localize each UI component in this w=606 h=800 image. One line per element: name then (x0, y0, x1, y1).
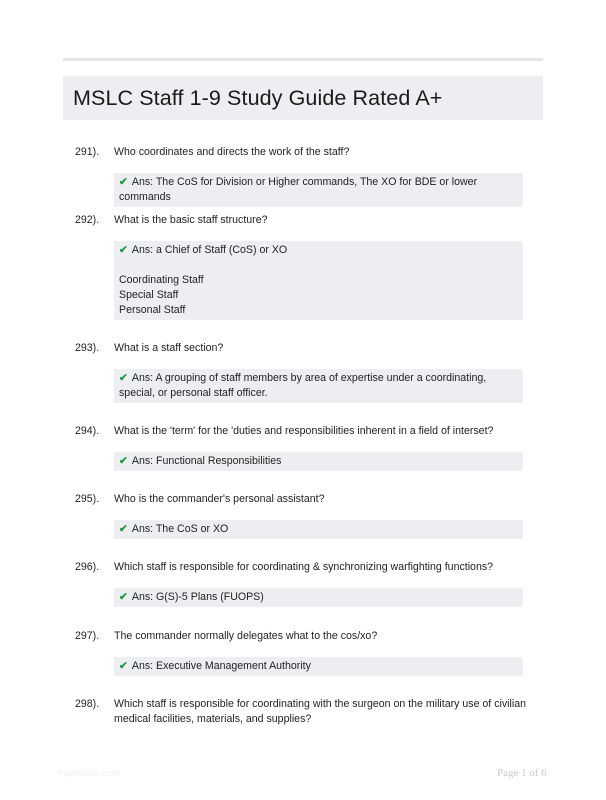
question-text: What is the 'term' for the 'duties and responsibilities inherent in a field of interset? (114, 425, 494, 437)
question-text: What is the basic staff structure? (114, 214, 268, 226)
question-number: 291). (75, 146, 100, 158)
answer-box (114, 241, 523, 320)
question-number: 297). (75, 630, 100, 642)
page-title: MSLC Staff 1-9 Study Guide Rated A+ (73, 85, 443, 110)
question-text: The commander normally delegates what to the cos/xo? (114, 630, 378, 642)
answer-box (114, 588, 523, 607)
check-icon: ✔ (119, 244, 128, 256)
question-number: 294). (75, 425, 100, 437)
answer-list-item: Personal Staff (119, 304, 186, 316)
question-number: 292). (75, 214, 100, 226)
qa-item-292 (75, 213, 537, 320)
qa-item-294 (75, 424, 537, 471)
qa-item-298 (75, 697, 537, 727)
answer-text: Ans: Functional Responsibilities (131, 455, 282, 467)
question-text: Who coordinates and directs the work of the staff? (114, 146, 350, 158)
answer-box (114, 369, 523, 403)
check-icon: ✔ (119, 660, 128, 672)
question-number: 295). (75, 493, 100, 505)
qa-item-295 (75, 492, 537, 539)
qa-item-293 (75, 341, 537, 403)
check-icon: ✔ (119, 455, 128, 467)
question-text: Which staff is responsible for coordinating with the surgeon on the military use of civilian medical facilities, materials, and supplies? (114, 698, 526, 725)
check-icon: ✔ (119, 591, 128, 603)
check-icon: ✔ (119, 372, 128, 384)
top-divider (63, 58, 543, 61)
qa-item-291 (75, 145, 537, 207)
answer-list-item: Special Staff (119, 289, 179, 301)
question-number: 293). (75, 342, 100, 354)
footer-watermark: PaperStuc.com (58, 768, 120, 778)
check-icon: ✔ (119, 176, 128, 188)
answer-text: Ans: a Chief of Staff (CoS) or XO (131, 244, 288, 256)
title-banner (63, 76, 543, 120)
page-number: Page 1 of 6 (497, 767, 547, 779)
question-text: Which staff is responsible for coordinating & synchronizing warfighting functions? (114, 561, 494, 573)
answer-text: Ans: G(S)-5 Plans (FUOPS) (131, 591, 264, 603)
answer-box (114, 657, 523, 676)
answer-text: Ans: A grouping of staff members by area of expertise under a coordinating, special, or personal staff officer. (119, 372, 487, 399)
question-text: What is a staff section? (114, 342, 224, 354)
answer-box (114, 173, 523, 207)
question-number: 298). (75, 698, 100, 710)
check-icon: ✔ (119, 523, 128, 535)
qa-item-296 (75, 560, 537, 607)
answer-text: Ans: The CoS or XO (131, 523, 229, 535)
answer-text: Ans: Executive Management Authority (131, 660, 311, 672)
answer-box (114, 452, 523, 471)
qa-item-297 (75, 629, 537, 676)
question-text: Who is the commander's personal assistant? (114, 493, 325, 505)
answer-box (114, 520, 523, 539)
answer-list-item: Coordinating Staff (119, 274, 204, 286)
answer-list (119, 273, 518, 318)
question-number: 296). (75, 561, 100, 573)
answer-text: Ans: The CoS for Division or Higher commands, The XO for BDE or lower commands (119, 176, 478, 203)
